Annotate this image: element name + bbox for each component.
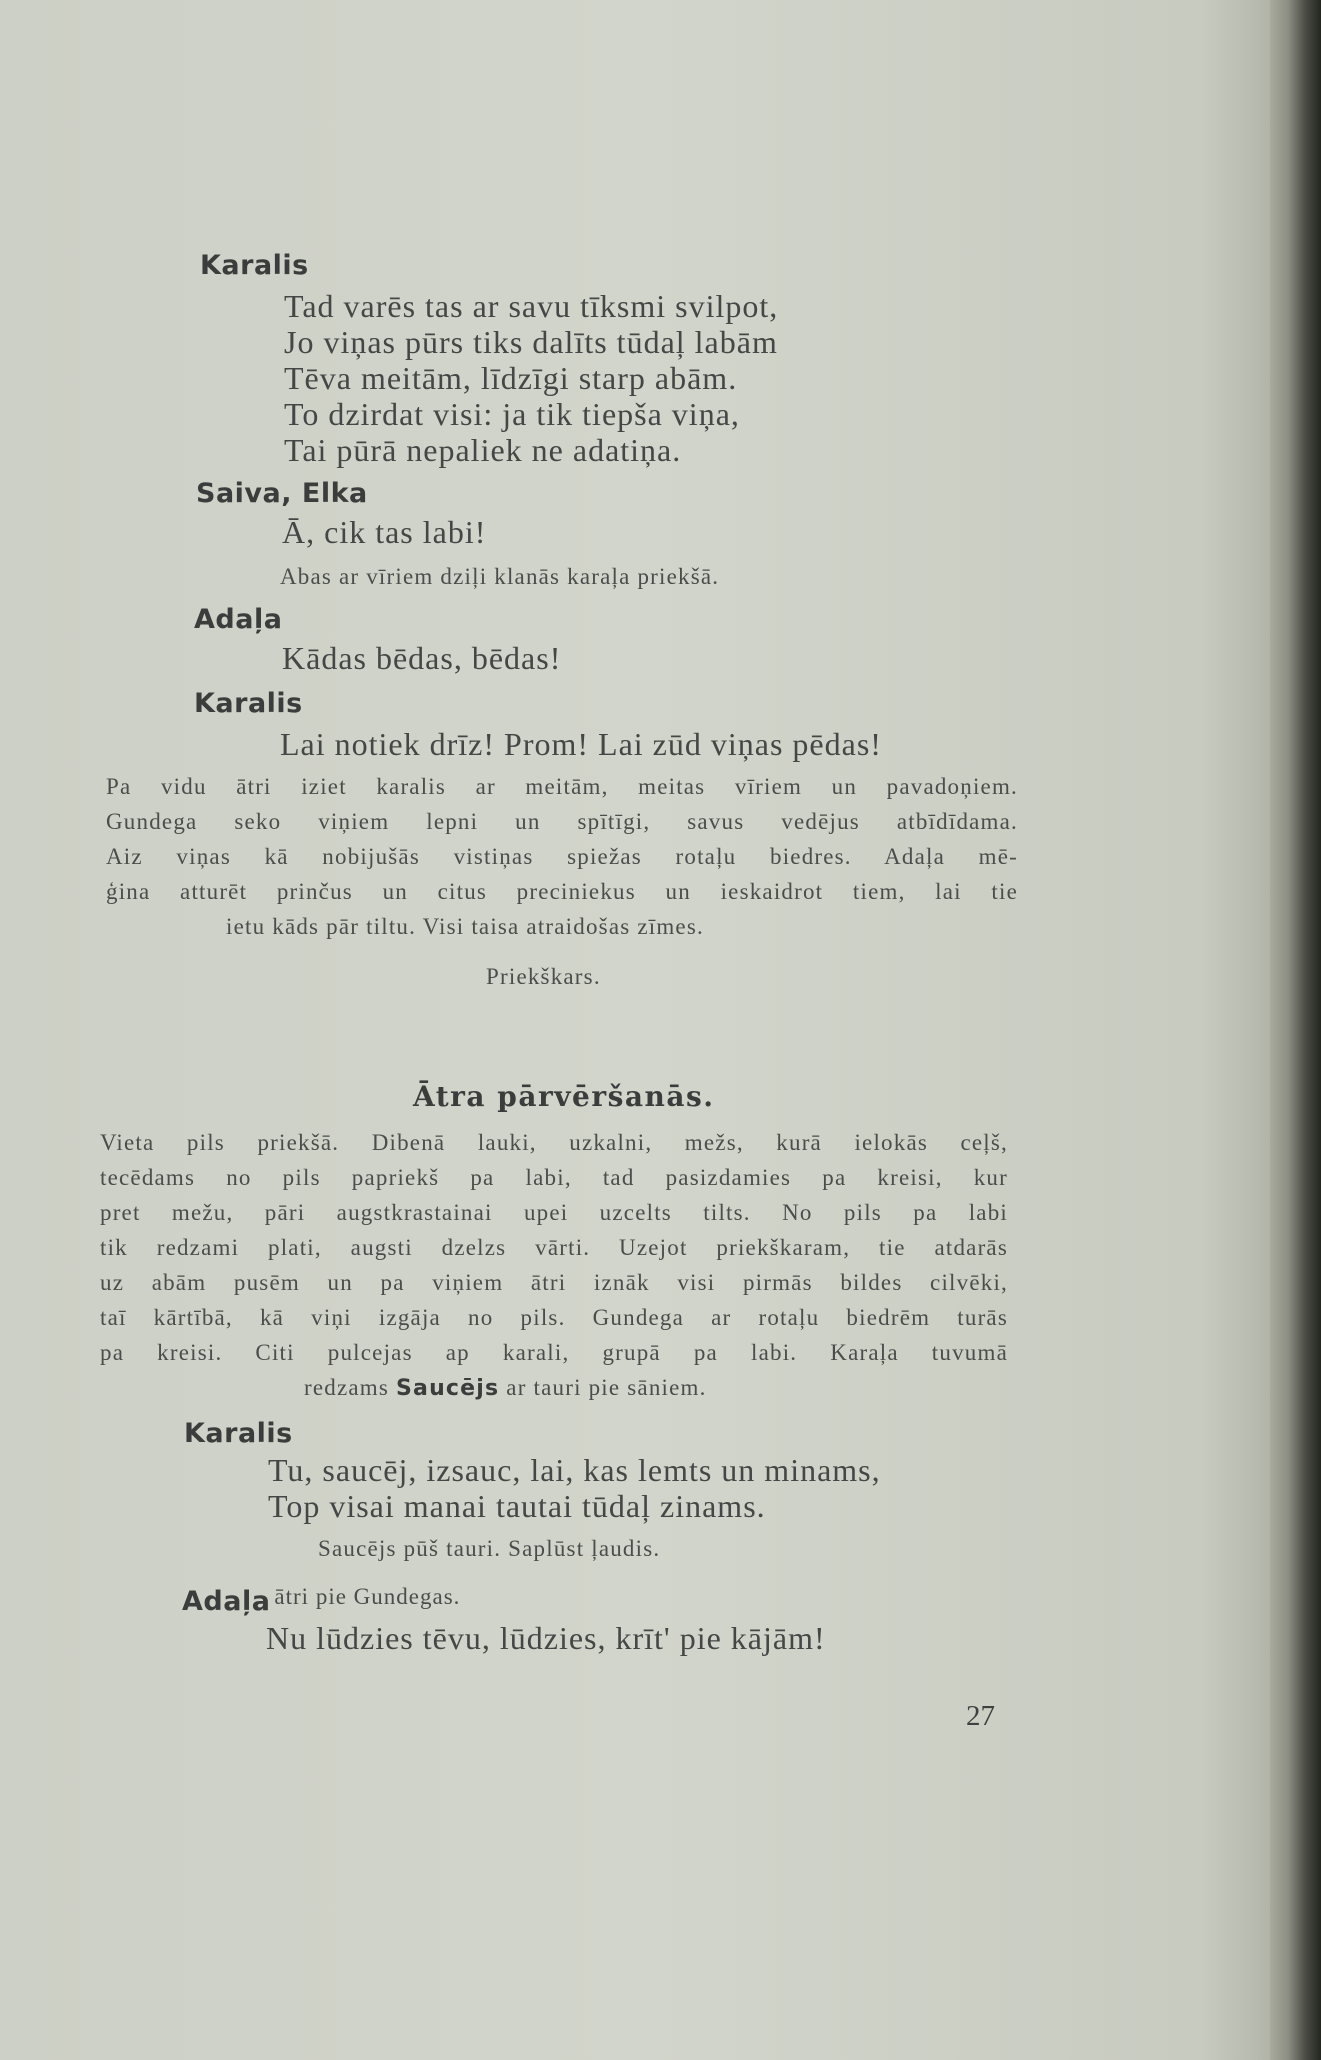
book-spine-edge (1270, 0, 1321, 2060)
character-name: Saucējs (395, 1376, 500, 1401)
stage-direction-line: Pa vidu ātri iziet karalis ar meitām, meitas vīriem un pavadoņiem. (106, 774, 1018, 799)
speaker-name: Adaļa (194, 604, 283, 635)
verse-line: Jo viņas pūrs tiks dalīts tūdaļ labām (284, 324, 778, 360)
verse-line: Tai pūrā nepaliek ne adatiņa. (284, 432, 682, 468)
speaker-line (182, 1584, 460, 1617)
speaker-name: Karalis (194, 688, 303, 719)
stage-direction: Saucējs pūš tauri. Saplūst ļaudis. (318, 1536, 661, 1561)
speaker-name: Adaļa (182, 1586, 271, 1617)
verse-line: Tu, saucēj, izsauc, lai, kas lemts un minams, (268, 1452, 881, 1488)
stage-direction: Abas ar vīriem dziļi klanās karaļa priekšā. (280, 564, 720, 589)
setting-line: uz abām pusēm un pa viņiem ātri iznāk visi pirmās bildes cilvēki, (100, 1270, 1008, 1295)
setting-line: pa kreisi. Citi pulcejas ap karali, grupā pa labi. Karaļa tuvumā (100, 1340, 1008, 1365)
verse-line: Tad varēs tas ar savu tīksmi svilpot, (284, 288, 779, 324)
scene-title: Ātra pārvēršanās. (413, 1080, 715, 1113)
setting-line: taī kārtībā, kā viņi izgāja no pils. Gundega ar rotaļu biedrēm turās (100, 1305, 1008, 1330)
verse-line: Tēva meitām, līdzīgi starp abām. (284, 360, 738, 396)
setting-line: tecēdams no pils papriekš pa labi, tad pasizdamies pa kreisi, kur (100, 1165, 1008, 1190)
stage-direction-line: Gundega seko viņiem lepni un spītīgi, savus vedējus atbīdīdama. (106, 809, 1018, 834)
verse-line: To dzirdat visi: ja tik tiepša viņa, (284, 396, 740, 432)
stage-direction: ātri pie Gundegas. (274, 1584, 461, 1609)
speaker-name: Saiva, Elka (196, 478, 368, 509)
verse-line: Nu lūdzies tēvu, lūdzies, krīt' pie kājām! (266, 1620, 826, 1656)
stage-direction-line: ietu kāds pār tiltu. Visi taisa atraidošas zīmes. (226, 914, 704, 939)
setting-line (304, 1375, 707, 1401)
speaker-name: Karalis (200, 250, 309, 281)
stage-direction-line: ģina atturēt prinčus un citus preciniekus un ieskaidrot tiem, lai tie (106, 879, 1018, 904)
setting-line: pret mežu, pāri augstkrastainai upei uzcelts tilts. No pils pa labi (100, 1200, 1008, 1225)
setting-text: ar tauri pie sāniem. (506, 1375, 707, 1400)
setting-line: tik redzami plati, augsti dzelzs vārti. Uzejot priekškaram, tie atdarās (100, 1235, 1008, 1260)
setting-line: Vieta pils priekšā. Dibenā lauki, uzkalni, mežs, kurā ielokās ceļš, (100, 1130, 1008, 1155)
page-number: 27 (966, 1700, 995, 1732)
verse-line: Lai notiek drīz! Prom! Lai zūd viņas pēdas! (280, 726, 882, 762)
verse-line: Ā, cik tas labi! (282, 514, 487, 550)
verse-line: Top visai manai tautai tūdaļ zinams. (268, 1488, 766, 1524)
verse-line: Kādas bēdas, bēdas! (282, 640, 562, 676)
curtain-note: Priekškars. (486, 964, 601, 989)
stage-direction-line: Aiz viņas kā nobijušās vistiņas spiežas rotaļu biedres. Adaļa mē- (106, 844, 1018, 869)
speaker-name: Karalis (184, 1418, 293, 1449)
setting-text: redzams (304, 1375, 390, 1400)
